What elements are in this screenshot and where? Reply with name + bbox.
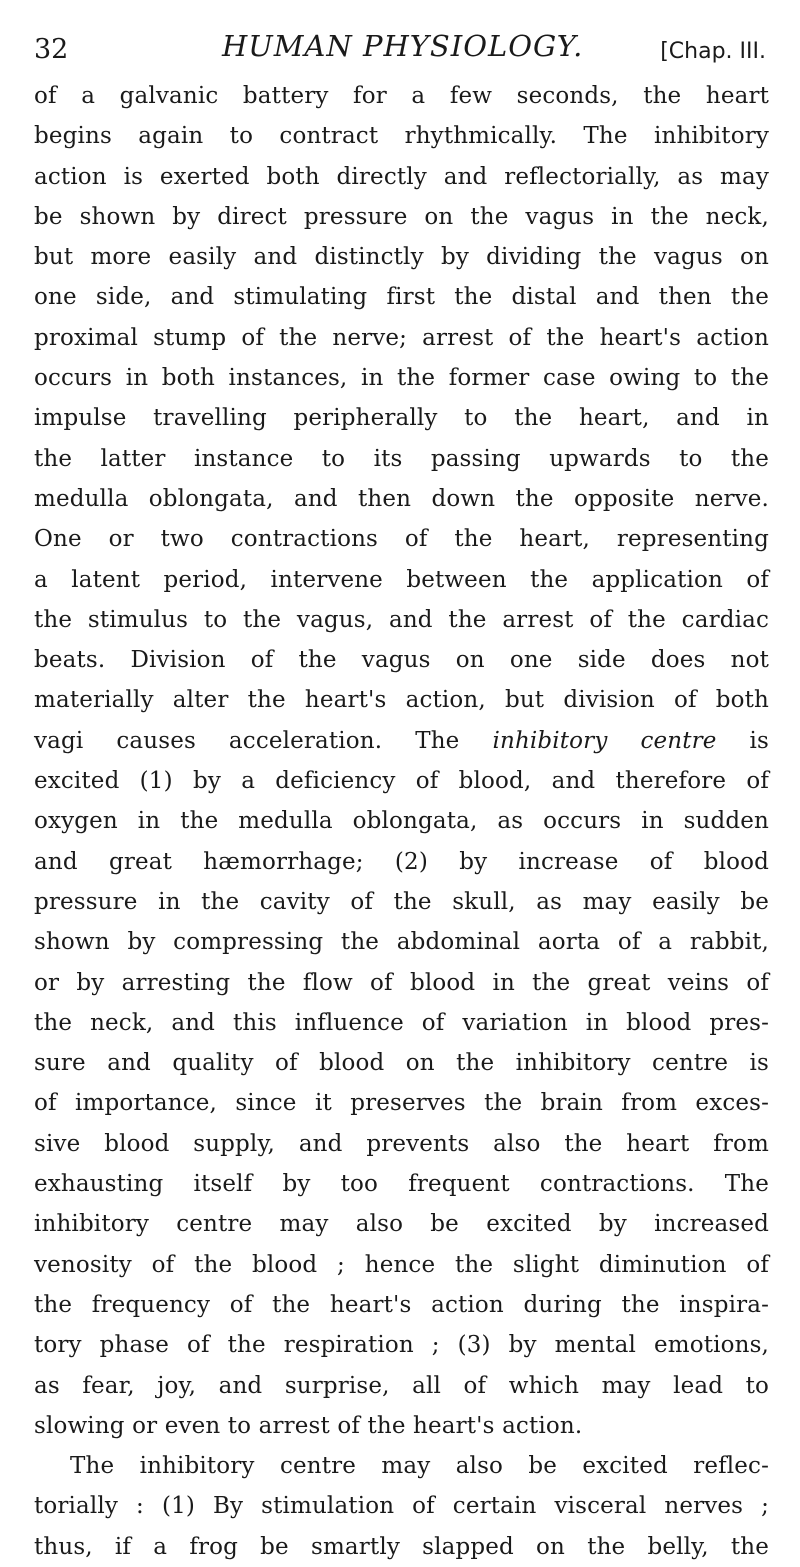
- text-line: slowing or even to arrest of the heart's action.: [34, 1412, 583, 1439]
- text-line: occurs in both instances, in the former case owing to the: [34, 365, 769, 392]
- text-line: proximal stump of the nerve; arrest of the heart's action: [34, 324, 769, 351]
- text-line: tory phase of the respiration ; (3) by mental emotions,: [34, 1332, 769, 1359]
- text-line: begins again to contract rhythmically. The inhibitory: [34, 123, 769, 150]
- text-line: but more easily and distinctly by dividing the vagus on: [34, 244, 769, 271]
- text-line: shown by compressing the abdominal aorta of a rabbit,: [34, 929, 769, 956]
- text-line: medulla oblongata, and then down the opposite nerve.: [34, 485, 769, 512]
- text-line: excited (1) by a deficiency of blood, and therefore of: [34, 768, 769, 795]
- text-line: beats. Division of the vagus on one side does not: [34, 647, 769, 674]
- text-line: of a galvanic battery for a few seconds, the heart: [34, 83, 769, 109]
- text-line: pressure in the cavity of the skull, as may easily be: [34, 888, 769, 915]
- text-line: as fear, joy, and surprise, all of which may lead to: [34, 1372, 769, 1399]
- text-line: impulse travelling peripherally to the heart, and in: [34, 405, 769, 432]
- text-line: sive blood supply, and prevents also the heart from: [34, 1130, 769, 1157]
- text-line: of importance, since it preserves the brain from exces-: [34, 1090, 769, 1117]
- running-head: [34, 22, 766, 68]
- text-line: action is exerted both directly and reflectorially, as may: [34, 163, 769, 190]
- page-number: 32: [34, 34, 69, 65]
- body-text: [34, 76, 769, 1567]
- text-line: materially alter the heart's action, but division of both: [34, 687, 769, 714]
- text-line: or by arresting the flow of blood in the great veins of: [34, 969, 769, 996]
- text-line: One or two contractions of the heart, representing: [34, 526, 769, 553]
- italic-term: inhibitory centre: [492, 727, 717, 754]
- text-line: the neck, and this influence of variation in blood pres-: [34, 1009, 769, 1036]
- text-line: oxygen in the medulla oblongata, as occurs in sudden: [34, 808, 769, 835]
- text-line: thus, if a frog be smartly slapped on the belly, the: [34, 1533, 769, 1560]
- text-line: exhausting itself by too frequent contractions. The: [34, 1171, 769, 1198]
- text-line: inhibitory centre may also be excited by increased: [34, 1211, 769, 1238]
- book-title: HUMAN PHYSIOLOGY.: [222, 29, 584, 63]
- text-line: sure and quality of blood on the inhibitory centre is: [34, 1050, 769, 1077]
- text-line: and great hæmorrhage; (2) by increase of blood: [34, 848, 769, 875]
- text-segment: is: [716, 727, 770, 754]
- text-line: venosity of the blood ; hence the slight diminution of: [34, 1251, 769, 1278]
- text-line: [34, 721, 769, 761]
- text-line: torially : (1) By stimulation of certain visceral nerves ;: [34, 1493, 769, 1520]
- text-line: the frequency of the heart's action during the inspira-: [34, 1291, 769, 1318]
- chapter-reference: [Chap. III.: [660, 39, 766, 64]
- text-line: be shown by direct pressure on the vagus in the neck,: [34, 203, 769, 230]
- text-line: the latter instance to its passing upwards to the: [34, 445, 769, 472]
- text-line: The inhibitory centre may also be excited reflec-: [70, 1453, 769, 1480]
- text-line: one side, and stimulating first the distal and then the: [34, 284, 769, 311]
- text-line: a latent period, intervene between the application of: [34, 566, 769, 593]
- text-line: the stimulus to the vagus, and the arrest of the cardiac: [34, 606, 769, 633]
- text-segment: vagi causes acceleration. The: [34, 727, 493, 754]
